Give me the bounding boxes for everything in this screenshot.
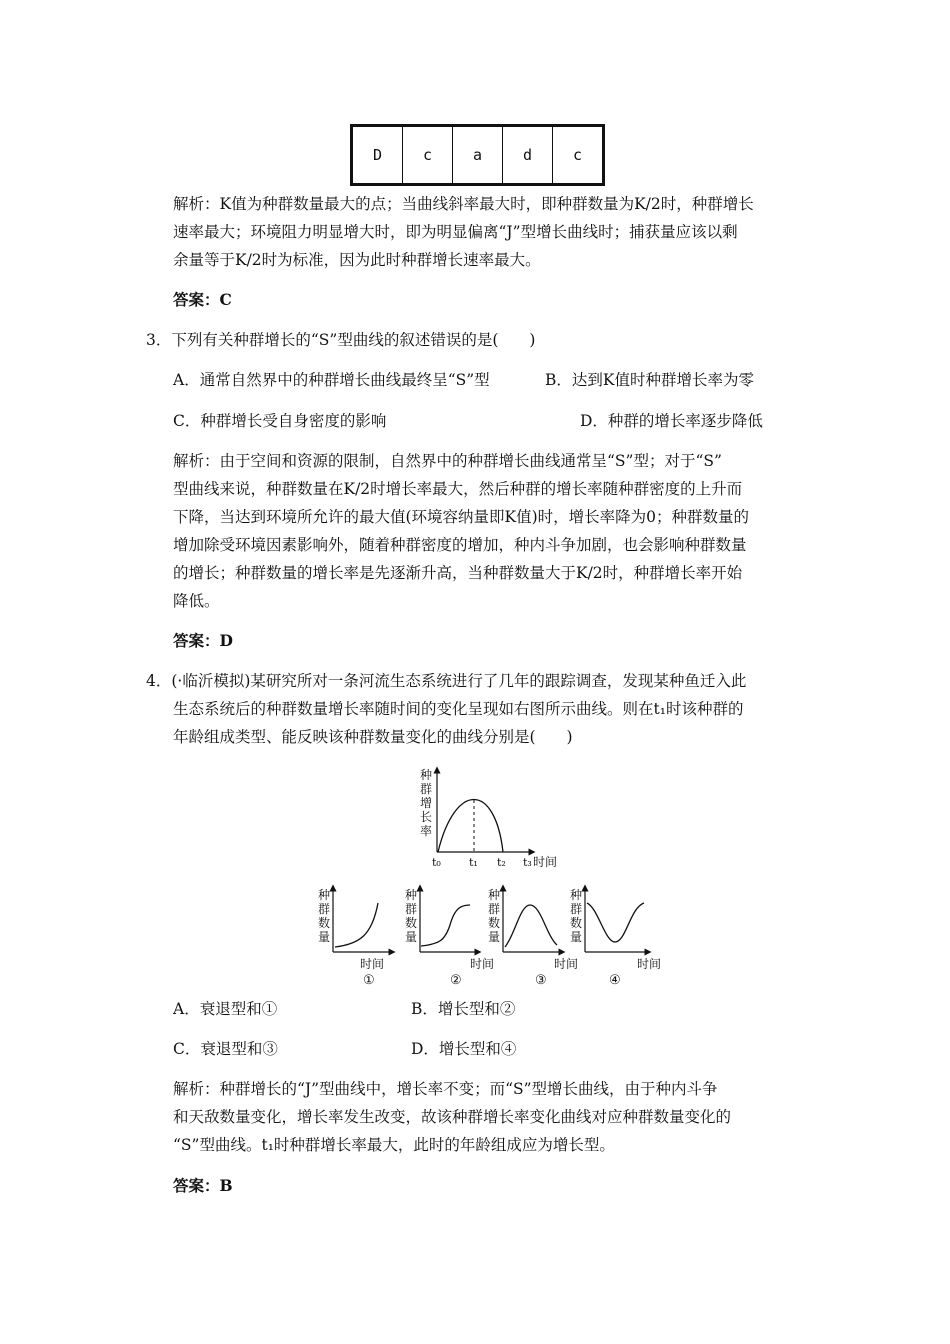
- q4-option-a: A．衰退型和①: [173, 1000, 278, 1018]
- q4-analysis-line: 解析：种群增长的“J”型曲线中，增长率不变；而“S”型增长曲线，由于种内斗争: [173, 1080, 718, 1098]
- small-xlabel: 时间: [360, 957, 385, 971]
- q4-stem-line: 年龄组成类型、能反映该种群数量变化的曲线分别是( ): [173, 728, 573, 746]
- small-ylabel-char: 数: [318, 916, 331, 930]
- main-ylabel-char: 群: [420, 782, 433, 796]
- q4-analysis-line: “S”型曲线。t₁时种群增长率最大，此时的年龄组成应为增长型。: [173, 1136, 615, 1154]
- population-graph-3: [488, 888, 578, 988]
- small-ylabel-char: 数: [405, 916, 418, 930]
- answer-cell: c: [553, 126, 604, 185]
- q3-analysis-line: 型曲线来说，种群数量在K/2时增长率最大，然后种群的增长率随种群密度的上升而: [173, 480, 743, 498]
- small-ylabel-char: 群: [405, 902, 418, 916]
- small-ylabel-char: 种: [570, 888, 583, 902]
- q4-option-d: D．增长型和④: [411, 1040, 517, 1058]
- q3-analysis-line: 增加除受环境因素影响外，随着种群密度的增加，种内斗争加剧，也会影响种群数量: [173, 536, 747, 554]
- graph-label: ④: [609, 973, 621, 988]
- q3-stem: 3．下列有关种群增长的“S”型曲线的叙述错误的是( ): [146, 331, 536, 349]
- q4-option-c: C．衰退型和③: [173, 1040, 278, 1058]
- main-ylabel-char: 率: [420, 824, 433, 838]
- answer-cell: c: [403, 126, 453, 185]
- population-graph-1: [318, 888, 392, 988]
- q4-stem-line: 生态系统后的种群数量增长率随时间的变化呈现如右图所示曲线。则在t₁时该种群的: [173, 700, 744, 718]
- small-ylabel-char: 群: [488, 902, 501, 916]
- q2-analysis-line: 余量等于K/2时为标准，因为此时种群增长速率最大。: [173, 251, 541, 269]
- small-ylabel-char: 种: [488, 888, 501, 902]
- tick-label: t₁: [469, 856, 478, 869]
- population-graph-2: [405, 888, 494, 988]
- small-ylabel-char: 量: [405, 930, 418, 944]
- small-ylabel-char: 数: [570, 916, 583, 930]
- answer-table: [350, 124, 605, 186]
- tick-label: t₂: [497, 856, 506, 869]
- graph-label: ②: [450, 973, 462, 988]
- growth-rate-graph: [420, 768, 557, 869]
- main-ylabel-char: 增: [420, 796, 433, 810]
- tick-label: t₀: [432, 856, 441, 869]
- small-ylabel-char: 种: [405, 888, 418, 902]
- small-xlabel: 时间: [470, 957, 495, 971]
- main-ylabel-char: 种: [420, 768, 433, 782]
- q2-analysis-line: 速率最大；环境阻力明显增大时，即为明显偏离“J”型增长曲线时；捕获量应该以剩: [173, 223, 738, 241]
- tick-label: t₃: [523, 856, 532, 869]
- small-ylabel-char: 量: [570, 930, 583, 944]
- q3-analysis-line: 的增长；种群数量的增长率是先逐渐升高，当种群数量大于K/2时，种群增长率开始: [173, 564, 743, 582]
- small-ylabel-char: 种: [318, 888, 331, 902]
- main-xlabel: 时间: [533, 855, 558, 869]
- q3-option-b: B．达到K值时种群增长率为零: [545, 371, 754, 389]
- q4-option-b: B．增长型和②: [411, 1000, 516, 1018]
- q3-analysis-line: 降低。: [173, 592, 220, 610]
- q2-answer: 答案：C: [173, 290, 232, 309]
- small-xlabel: 时间: [637, 957, 662, 971]
- q2-analysis-line: 解析：K值为种群数量最大的点；当曲线斜率最大时，即种群数量为K/2时，种群增长: [173, 195, 754, 213]
- q3-option-a: A．通常自然界中的种群增长曲线最终呈“S”型: [173, 371, 490, 389]
- q3-analysis-line: 解析：由于空间和资源的限制，自然界中的种群增长曲线通常呈“S”型；对于“S”: [173, 452, 722, 470]
- q4-answer: 答案：B: [173, 1176, 233, 1195]
- small-ylabel-char: 量: [488, 930, 501, 944]
- small-ylabel-char: 群: [318, 902, 331, 916]
- small-ylabel-char: 量: [318, 930, 331, 944]
- small-ylabel-char: 群: [570, 902, 583, 916]
- q3-option-c: C．种群增长受自身密度的影响: [173, 412, 387, 430]
- growth-rate-curve: [438, 800, 503, 853]
- graph-label: ③: [535, 973, 547, 988]
- answer-cell: D: [352, 126, 403, 185]
- main-ylabel-char: 长: [420, 810, 433, 824]
- population-graph-4: [570, 888, 661, 988]
- q4-analysis-line: 和天敌数量变化，增长率发生改变，故该种群增长率变化曲线对应种群数量变化的: [173, 1108, 732, 1126]
- graph-label: ①: [363, 973, 375, 988]
- answer-cell: d: [503, 126, 553, 185]
- answer-cell: a: [453, 126, 503, 185]
- small-xlabel: 时间: [554, 957, 579, 971]
- small-ylabel-char: 数: [488, 916, 501, 930]
- q3-analysis-line: 下降，当达到环境所允许的最大值(环境容纳量即K值)时，增长率降为0；种群数量的: [173, 508, 750, 526]
- q4-stem-line: 4．(·临沂模拟)某研究所对一条河流生态系统进行了几年的跟踪调查，发现某种鱼迁入此: [146, 672, 747, 690]
- q3-answer: 答案：D: [173, 631, 233, 650]
- q3-option-d: D．种群的增长率逐步降低: [580, 412, 763, 430]
